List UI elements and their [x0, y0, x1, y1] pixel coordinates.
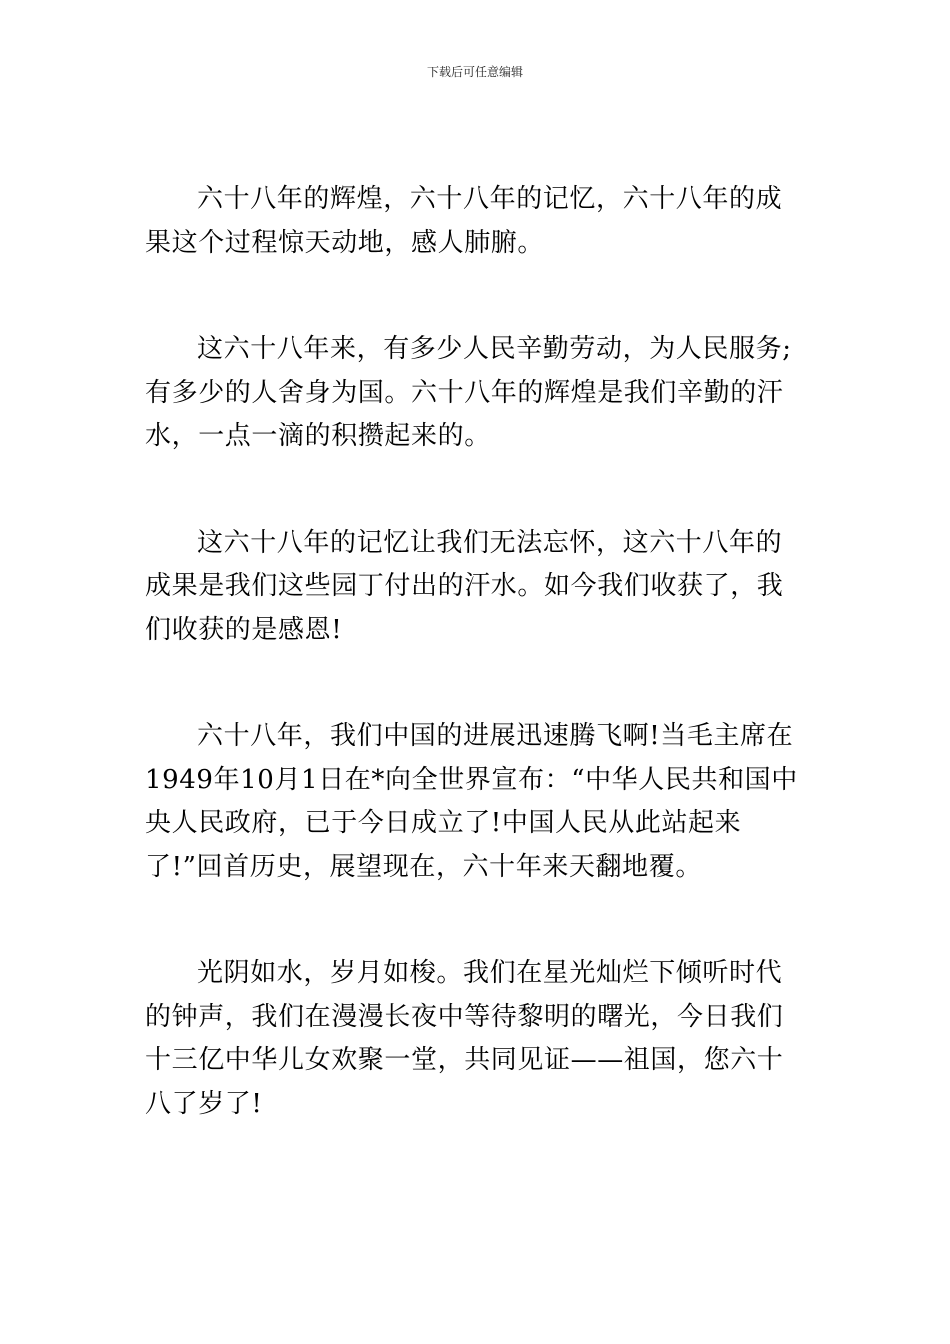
paragraph: 这六十八年来，有多少人民辛勤劳动，为人民服务;有多少的人舍身为国。六十八年的辉煌是我们辛勤的汗水，一点一滴的积攒起来的。: [145, 334, 792, 451]
paragraph: 六十八年，我们中国的进展迅速腾飞啊!当毛主席在1949年10月1日在*向全世界宣布：“中华人民共和国中央人民政府，已于今日成立了!中国人民从此站起来了!”回首历史，展望现在，六十年来天翻地覆。: [145, 721, 798, 882]
paragraph: 光阴如水，岁月如梭。我们在星光灿烂下倾听时代的钟声，我们在漫漫长夜中等待黎明的曙光，今日我们十三亿中华儿女欢聚一堂，共同见证——祖国，您六十八了岁了!: [145, 958, 784, 1119]
paragraph: 这六十八年的记忆让我们无法忘怀，这六十八年的成果是我们这些园丁付出的汗水。如今我们收获了，我们收获的是感恩!: [145, 527, 784, 645]
document-body: [145, 178, 805, 1189]
paragraph: 六十八年的辉煌，六十八年的记忆，六十八年的成果这个过程惊天动地，感人肺腑。: [145, 184, 783, 258]
page-header: 下载后可任意编辑: [426, 65, 523, 79]
